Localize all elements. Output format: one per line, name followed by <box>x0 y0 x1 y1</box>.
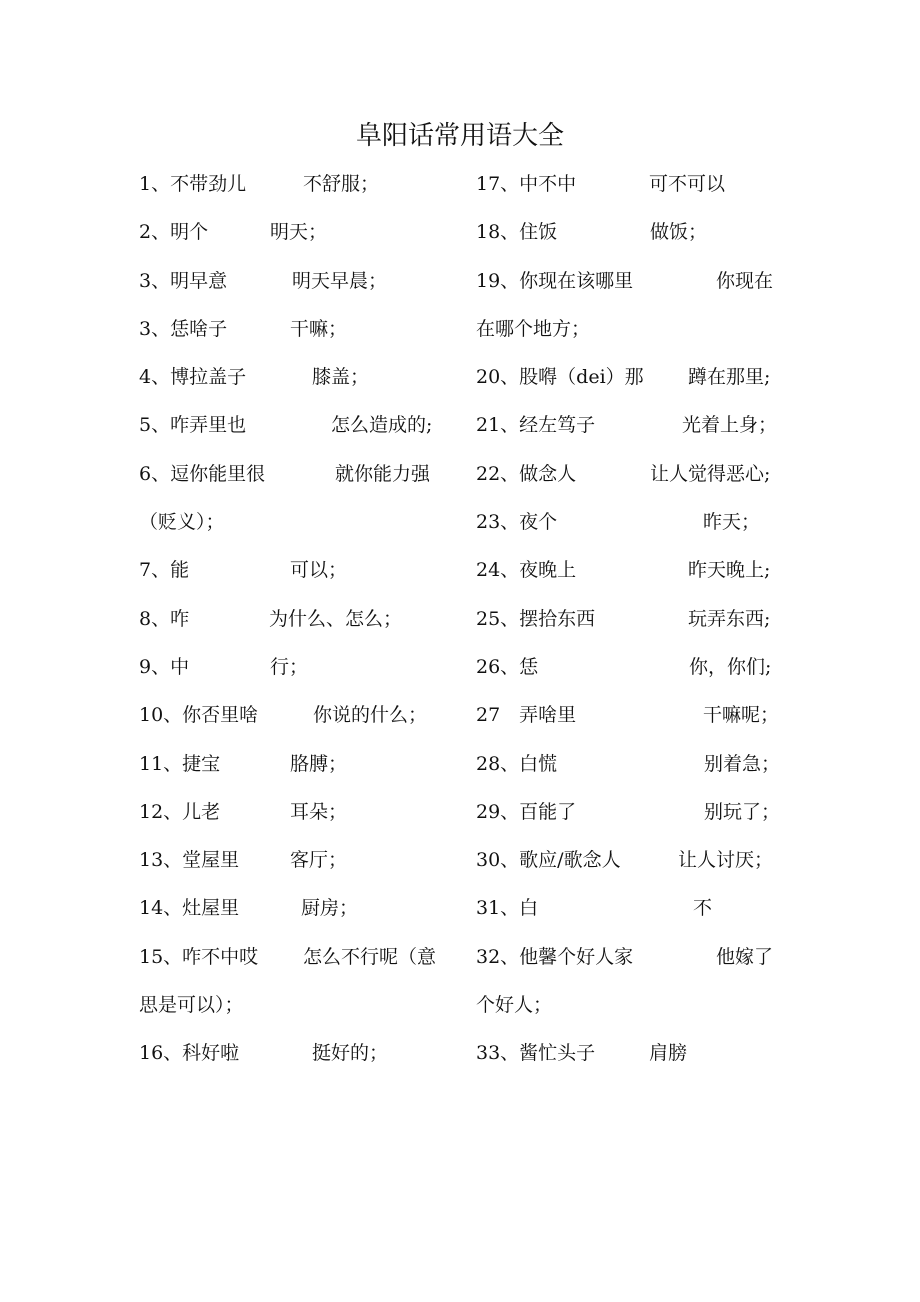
meaning: 干嘛呢； <box>703 704 780 727</box>
term: 18、住饭 <box>476 221 558 244</box>
term: 29、百能了 <box>476 800 577 823</box>
list-item-continuation <box>139 989 449 1037</box>
term: 10、你否里啥 <box>139 704 259 727</box>
meaning: 挺好的； <box>312 1042 389 1065</box>
term: 8、咋 <box>139 607 190 630</box>
right-column <box>476 168 786 1086</box>
list-item-continuation <box>139 506 449 554</box>
meaning: 做饭； <box>650 221 708 244</box>
list-item <box>476 699 786 747</box>
meaning: 厨房； <box>301 897 359 920</box>
meaning: 你，你们; <box>689 655 772 678</box>
list-item <box>476 892 786 940</box>
list-item <box>139 313 449 361</box>
term: 17、中不中 <box>476 173 577 195</box>
term: 26、恁 <box>476 655 539 678</box>
list-item <box>476 361 786 409</box>
list-item <box>476 603 786 651</box>
list-item <box>139 699 449 747</box>
meaning: 蹲在那里; <box>688 366 771 389</box>
term: 6、逗你能里很 <box>139 462 266 485</box>
term: 25、摆拾东西 <box>476 607 596 630</box>
list-item-continuation <box>476 313 786 361</box>
term: 33、酱忙头子 <box>476 1042 596 1065</box>
list-item <box>476 168 786 216</box>
term: 12、儿老 <box>139 800 221 823</box>
list-item <box>139 1037 449 1085</box>
meaning: 玩弄东西; <box>688 607 771 630</box>
term: 4、博拉盖子 <box>139 366 247 389</box>
term: 30、歌应/歌念人 <box>476 849 621 872</box>
term: 32、他馨个好人家 <box>476 945 634 968</box>
term: 27 弄啥里 <box>476 704 577 727</box>
list-item <box>139 892 449 940</box>
meaning: 膝盖； <box>312 366 370 389</box>
term: 3、明早意 <box>139 269 228 292</box>
meaning: 肩膀 <box>649 1042 688 1065</box>
list-item <box>139 216 449 264</box>
term: 16、科好啦 <box>139 1042 240 1065</box>
term: 14、灶屋里 <box>139 897 240 920</box>
list-item <box>139 409 449 457</box>
list-item <box>139 361 449 409</box>
meaning: 干嘛； <box>290 317 348 340</box>
list-item <box>139 168 449 216</box>
term: 21、经左笃子 <box>476 414 596 437</box>
list-item <box>139 796 449 844</box>
line-text: 在哪个地方； <box>476 317 591 340</box>
list-item-continuation <box>476 989 786 1037</box>
list-item <box>476 409 786 457</box>
line-text: 思是可以）； <box>139 994 244 1017</box>
meaning: 不 <box>693 897 713 920</box>
list-item <box>476 265 786 313</box>
meaning: 行； <box>270 655 309 678</box>
term: 31、白 <box>476 897 539 920</box>
term: 9、中 <box>139 655 190 678</box>
left-column <box>139 168 449 1086</box>
meaning: 怎么不行呢（意 <box>303 945 437 968</box>
meaning: 别着急； <box>704 752 781 775</box>
term: 23、夜个 <box>476 511 558 534</box>
meaning: 你说的什么； <box>313 704 428 727</box>
meaning: 昨天； <box>703 511 761 534</box>
term: 19、你现在该哪里 <box>476 269 634 292</box>
page-title: 阜阳话常用语大全 <box>355 121 564 151</box>
list-item <box>139 603 449 651</box>
term: 22、做念人 <box>476 462 577 485</box>
meaning: 明天早晨； <box>292 269 388 292</box>
term: 24、夜晚上 <box>476 559 577 582</box>
meaning: 可以； <box>290 559 348 582</box>
meaning: 胳膊； <box>290 752 348 775</box>
term: 13、堂屋里 <box>139 849 240 872</box>
meaning: 可不可以 <box>649 173 726 195</box>
list-item <box>139 651 449 699</box>
list-item <box>139 554 449 602</box>
meaning: 不舒服； <box>303 173 380 195</box>
list-item <box>139 458 449 506</box>
meaning: 为什么、怎么； <box>269 607 403 630</box>
meaning: 昨天晚上; <box>688 559 771 582</box>
term: 15、咋不中哎 <box>139 945 259 968</box>
term: 1、不带劲儿 <box>139 173 247 195</box>
term: 28、白慌 <box>476 752 558 775</box>
meaning: 客厅； <box>290 849 348 872</box>
term: 11、捷宝 <box>139 752 221 775</box>
list-item <box>476 506 786 554</box>
list-item <box>476 1037 786 1085</box>
list-item <box>476 216 786 264</box>
list-item <box>476 748 786 796</box>
list-item <box>476 651 786 699</box>
meaning: 就你能力强 <box>335 462 431 485</box>
list-item <box>139 941 449 989</box>
line-text: （贬义）； <box>139 511 225 534</box>
meaning: 明天； <box>270 221 328 244</box>
list-item <box>476 458 786 506</box>
list-item <box>139 844 449 892</box>
list-item <box>476 554 786 602</box>
term: 3、恁啥子 <box>139 317 228 340</box>
meaning: 别玩了； <box>704 800 781 823</box>
list-item <box>476 941 786 989</box>
meaning: 你现在 <box>716 269 774 292</box>
list-item <box>476 844 786 892</box>
meaning: 他嫁了 <box>716 945 774 968</box>
meaning: 让人觉得恶心; <box>650 462 771 485</box>
line-text: 个好人； <box>476 994 553 1017</box>
term: 7、能 <box>139 559 190 582</box>
meaning: 耳朵； <box>290 800 348 823</box>
term: 5、咋弄里也 <box>139 414 247 437</box>
list-item <box>139 748 449 796</box>
list-item <box>476 796 786 844</box>
meaning: 光着上身； <box>682 414 778 437</box>
meaning: 怎么造成的; <box>331 414 433 437</box>
meaning: 让人讨厌； <box>678 849 774 872</box>
term: 20、股嘚（dei）那 <box>476 366 644 389</box>
list-item <box>139 265 449 313</box>
term: 2、明个 <box>139 221 209 244</box>
